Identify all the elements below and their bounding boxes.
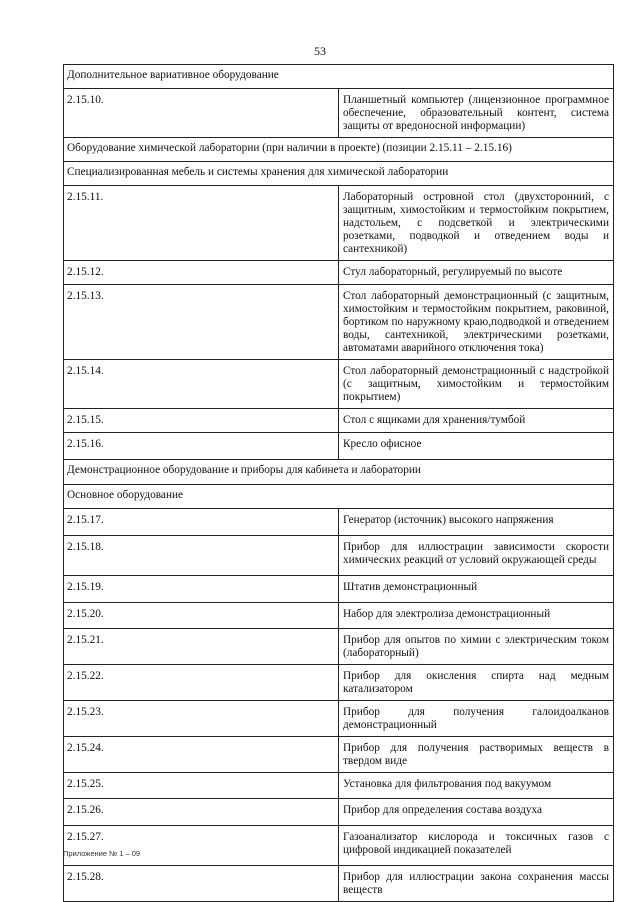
table-row	[64, 89, 614, 138]
table-row	[64, 866, 614, 902]
section-title: Основное оборудование	[64, 485, 614, 509]
table-row	[64, 629, 614, 665]
section-header-row	[64, 485, 614, 509]
item-code: 2.15.27.	[64, 826, 339, 866]
section-title: Дополнительное вариативное оборудование	[64, 65, 614, 89]
item-code: 2.15.24.	[64, 737, 339, 773]
table-row	[64, 186, 614, 261]
item-description: Стул лабораторный, регулируемый по высоте	[339, 261, 614, 285]
table-row	[64, 701, 614, 737]
item-description: Стол лабораторный демонстрационный с надстройкой (с защитным, химостойким и термостойким покрытием)	[339, 360, 614, 409]
item-description: Планшетный компьютер (лицензионное программное обеспечение, образовательный контент, система защиты от вредоносной информации)	[339, 89, 614, 138]
item-description: Стол с ящиками для хранения/тумбой	[339, 409, 614, 433]
item-code: 2.15.12.	[64, 261, 339, 285]
section-header-row	[64, 162, 614, 186]
table-row	[64, 409, 614, 433]
item-description: Прибор для получения галоидоалканов демонстрационный	[339, 701, 614, 737]
item-code: 2.15.14.	[64, 360, 339, 409]
section-title: Демонстрационное оборудование и приборы для кабинета и лаборатории	[64, 460, 614, 485]
table-row	[64, 285, 614, 360]
item-description: Газоанализатор кислорода и токсичных газов с цифровой индикацией показателей	[339, 826, 614, 866]
item-code: 2.15.20.	[64, 603, 339, 629]
item-code: 2.15.19.	[64, 576, 339, 603]
table-row	[64, 603, 614, 629]
item-description: Лабораторный островной стол (двухсторонний, с защитным, химостойким и термостойким покрытием, надстольем, с подсветкой и электрическими розетками, подводкой и отведением воды и сантехникой)	[339, 186, 614, 261]
table-row	[64, 261, 614, 285]
item-description: Установка для фильтрования под вакуумом	[339, 773, 614, 799]
section-header-row	[64, 65, 614, 89]
item-description: Прибор для иллюстрации зависимости скорости химических реакций от условий окружающей среды	[339, 536, 614, 576]
item-description: Набор для электролиза демонстрационный	[339, 603, 614, 629]
section-title: Специализированная мебель и системы хранения для химической лаборатории	[64, 162, 614, 186]
section-header-row	[64, 138, 614, 162]
item-description: Прибор для получения растворимых веществ в твердом виде	[339, 737, 614, 773]
item-description: Стол лабораторный демонстрационный (с защитным, химостойким и термостойким покрытием, раковиной, бортиком по наружному краю,подводкой и отведением воды, сантехникой, электрическими розетками, автоматами аварийного отключения тока)	[339, 285, 614, 360]
table-row	[64, 799, 614, 826]
item-description: Генератор (источник) высокого напряжения	[339, 509, 614, 536]
item-code: 2.15.15.	[64, 409, 339, 433]
item-code: 2.15.22.	[64, 665, 339, 701]
equipment-table-body	[64, 65, 614, 902]
page-number: 53	[314, 44, 326, 58]
item-description: Прибор для окисления спирта над медным катализатором	[339, 665, 614, 701]
table-row	[64, 536, 614, 576]
item-code: 2.15.23.	[64, 701, 339, 737]
section-header-row	[64, 460, 614, 485]
item-code: 2.15.10.	[64, 89, 339, 138]
table-row	[64, 509, 614, 536]
item-code: 2.15.18.	[64, 536, 339, 576]
item-code: 2.15.11.	[64, 186, 339, 261]
item-code: 2.15.26.	[64, 799, 339, 826]
item-code: 2.15.17.	[64, 509, 339, 536]
item-code: 2.15.16.	[64, 433, 339, 460]
table-row	[64, 773, 614, 799]
equipment-table	[63, 64, 614, 902]
item-description: Штатив демонстрационный	[339, 576, 614, 603]
table-row	[64, 665, 614, 701]
item-code: 2.15.25.	[64, 773, 339, 799]
table-row	[64, 826, 614, 866]
table-row	[64, 737, 614, 773]
table-row	[64, 360, 614, 409]
item-code: 2.15.13.	[64, 285, 339, 360]
item-code: 2.15.28.	[64, 866, 339, 902]
item-description: Прибор для определения состава воздуха	[339, 799, 614, 826]
table-row	[64, 576, 614, 603]
item-description: Кресло офисное	[339, 433, 614, 460]
item-code: 2.15.21.	[64, 629, 339, 665]
item-description: Прибор для иллюстрации закона сохранения массы веществ	[339, 866, 614, 902]
table-row	[64, 433, 614, 460]
section-title: Оборудование химической лаборатории (при наличии в проекте) (позиции 2.15.11 – 2.15.16)	[64, 138, 614, 162]
item-description: Прибор для опытов по химии с электрическим током (лабораторный)	[339, 629, 614, 665]
footer-note: Приложение № 1 – 09	[63, 849, 141, 858]
